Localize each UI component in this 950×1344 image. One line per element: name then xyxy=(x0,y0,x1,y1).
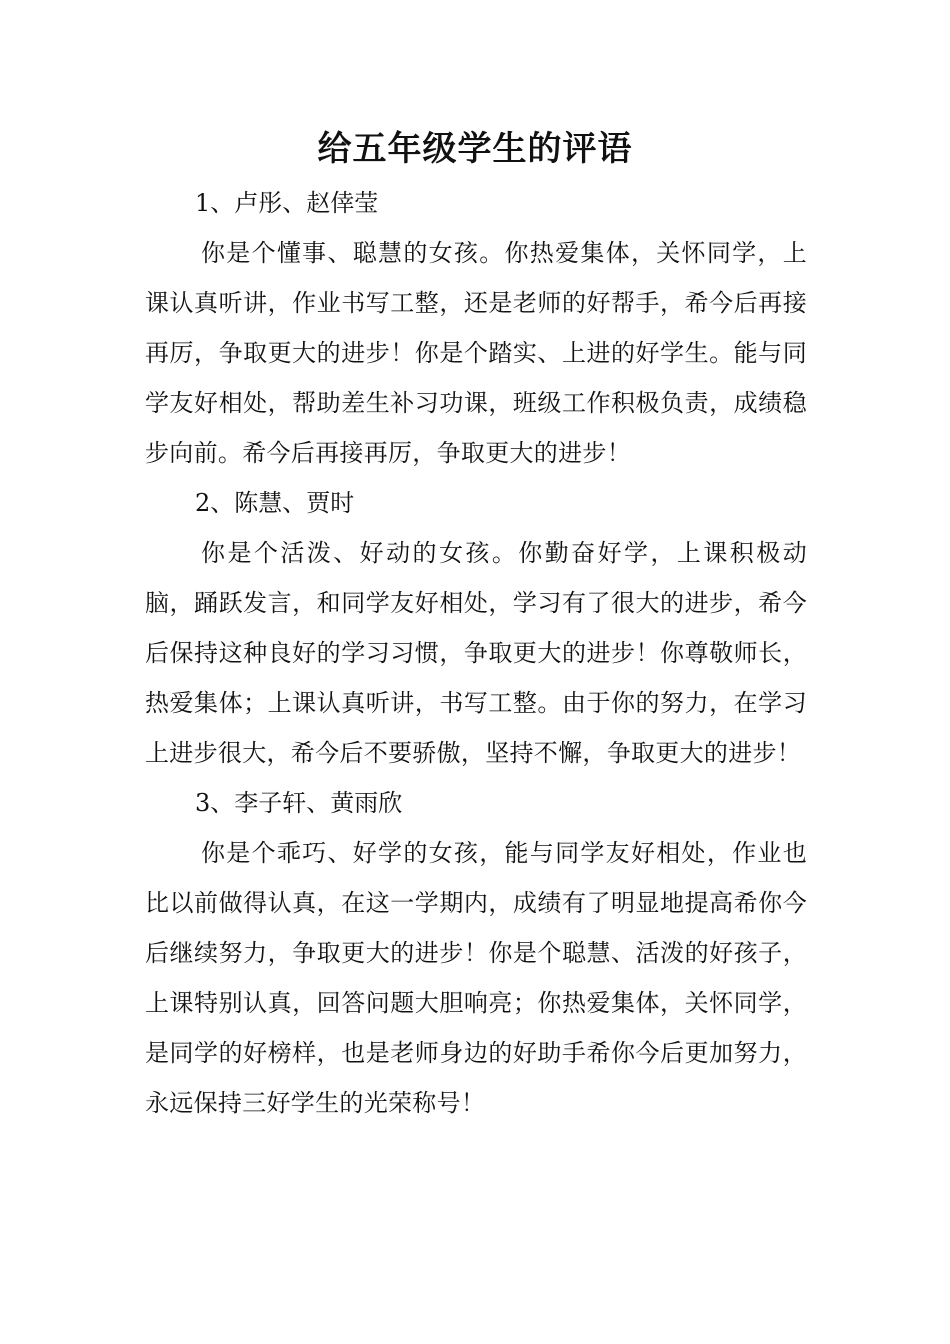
section-paragraph: 你是个活泼、好动的女孩。你勤奋好学，上课积极动脑，踊跃发言，和同学友好相处，学习有了很大的进步，希今后保持这种良好的学习习惯，争取更大的进步！你尊敬师长，热爱集体；上课认真听讲，书写工整。由于你的努力，在学习上进步很大，希今后不要骄傲，坚持不懈，争取更大的进步！ xyxy=(145,539,807,767)
comment-section-2 xyxy=(145,478,807,778)
section-heading: 1、卢彤、赵倖莹 xyxy=(195,189,379,217)
comment-section-3 xyxy=(145,778,807,1128)
section-paragraph: 你是个乖巧、好学的女孩，能与同学友好相处，作业也比以前做得认真，在这一学期内，成绩有了明显地提高希你今后继续努力，争取更大的进步！你是个聪慧、活泼的好孩子，上课特别认真，回答问题大胆响亮；你热爱集体，关怀同学，是同学的好榜样，也是老师身边的好助手希你今后更加努力，永远保持三好学生的光荣称号！ xyxy=(145,839,807,1117)
comment-section-1 xyxy=(145,178,807,478)
document-title: 给五年级学生的评语 xyxy=(317,129,633,169)
section-paragraph: 你是个懂事、聪慧的女孩。你热爱集体，关怀同学，上课认真听讲，作业书写工整，还是老师的好帮手，希今后再接再厉，争取更大的进步！你是个踏实、上进的好学生。能与同学友好相处，帮助差生补习功课，班级工作积极负责，成绩稳步向前。希今后再接再厉，争取更大的进步！ xyxy=(145,239,807,467)
section-heading: 2、陈慧、贾时 xyxy=(195,489,355,517)
document-body xyxy=(145,178,807,1128)
section-heading: 3、李子轩、黄雨欣 xyxy=(195,789,403,817)
